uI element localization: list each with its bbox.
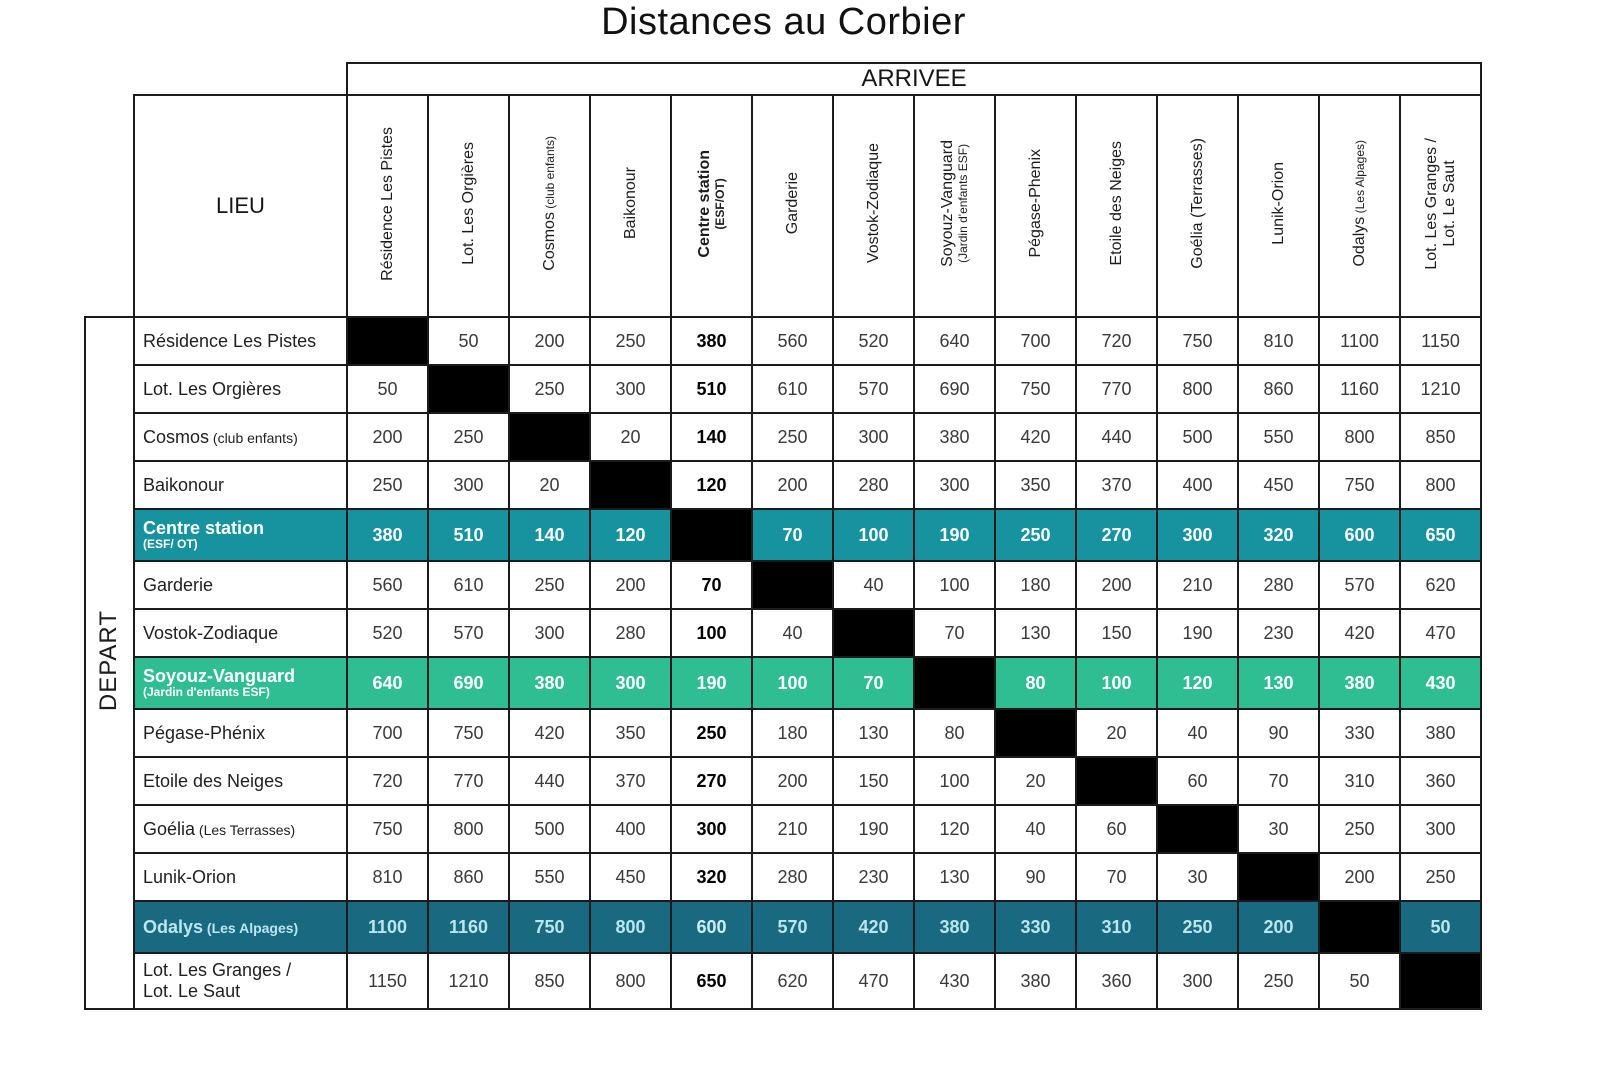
distance-cell: 30 — [1238, 805, 1319, 853]
distance-cell: 1150 — [1400, 317, 1481, 365]
distance-cell: 20 — [995, 757, 1076, 805]
distance-cell: 510 — [428, 509, 509, 561]
distance-cell: 380 — [347, 509, 428, 561]
distance-cell: 650 — [1400, 509, 1481, 561]
distance-cell: 800 — [590, 901, 671, 953]
distance-cell: 640 — [347, 657, 428, 709]
distance-cell: 250 — [671, 709, 752, 757]
distance-cell: 400 — [1157, 461, 1238, 509]
depart-label: DEPART — [85, 317, 134, 1009]
distance-cell: 380 — [1319, 657, 1400, 709]
distance-cell: 90 — [1238, 709, 1319, 757]
distance-cell: 190 — [833, 805, 914, 853]
distance-cell: 300 — [671, 805, 752, 853]
distance-cell: 690 — [914, 365, 995, 413]
row-header: Résidence Les Pistes — [134, 317, 347, 365]
lieu-header: LIEU — [134, 95, 347, 317]
distance-cell: 100 — [914, 561, 995, 609]
distance-cell: 810 — [347, 853, 428, 901]
distance-cell: 350 — [590, 709, 671, 757]
table-row — [85, 561, 1481, 609]
distance-cell: 550 — [509, 853, 590, 901]
distance-cell: 60 — [1076, 805, 1157, 853]
distance-cell: 190 — [671, 657, 752, 709]
distance-cell: 20 — [590, 413, 671, 461]
distance-cell: 310 — [1076, 901, 1157, 953]
distance-table-wrap — [84, 62, 1482, 1010]
distance-cell: 380 — [671, 317, 752, 365]
distance-cell: 420 — [1319, 609, 1400, 657]
distance-cell: 520 — [833, 317, 914, 365]
distance-cell: 270 — [671, 757, 752, 805]
distance-cell: 750 — [1157, 317, 1238, 365]
distance-cell: 420 — [509, 709, 590, 757]
distance-cell: 750 — [995, 365, 1076, 413]
row-header: Garderie — [134, 561, 347, 609]
column-header: Garderie — [752, 95, 833, 317]
distance-cell: 380 — [914, 413, 995, 461]
distance-cell: 800 — [590, 953, 671, 1009]
distance-cell: 850 — [1400, 413, 1481, 461]
distance-cell: 100 — [833, 509, 914, 561]
distance-cell: 320 — [671, 853, 752, 901]
row-header: Lunik-Orion — [134, 853, 347, 901]
distance-cell: 720 — [347, 757, 428, 805]
row-header: Lot. Les Orgières — [134, 365, 347, 413]
distance-cell: 370 — [590, 757, 671, 805]
distance-cell: 20 — [1076, 709, 1157, 757]
column-header: Lot. Les Orgières — [428, 95, 509, 317]
row-header: Soyouz-Vanguard (Jardin d'enfants ESF) — [134, 657, 347, 709]
distance-cell: 250 — [509, 561, 590, 609]
row-header: Vostok-Zodiaque — [134, 609, 347, 657]
distance-cell: 210 — [752, 805, 833, 853]
distance-cell: 300 — [914, 461, 995, 509]
distance-cell: 640 — [914, 317, 995, 365]
table-row — [85, 509, 1481, 561]
distance-cell: 280 — [1238, 561, 1319, 609]
distance-cell: 180 — [995, 561, 1076, 609]
distance-cell: 50 — [428, 317, 509, 365]
diagonal-cell — [995, 709, 1076, 757]
distance-cell: 230 — [1238, 609, 1319, 657]
distance-cell: 20 — [509, 461, 590, 509]
distance-cell: 610 — [428, 561, 509, 609]
distance-cell: 620 — [1400, 561, 1481, 609]
table-row — [85, 853, 1481, 901]
distance-cell: 180 — [752, 709, 833, 757]
distance-cell: 360 — [1076, 953, 1157, 1009]
row-header: Centre station (ESF/ OT) — [134, 509, 347, 561]
diagonal-cell — [509, 413, 590, 461]
row-header: Lot. Les Granges / Lot. Le Saut — [134, 953, 347, 1009]
distance-cell: 300 — [428, 461, 509, 509]
distance-cell: 250 — [590, 317, 671, 365]
diagonal-cell — [590, 461, 671, 509]
distance-cell: 250 — [1157, 901, 1238, 953]
distance-cell: 300 — [590, 657, 671, 709]
distance-cell: 420 — [833, 901, 914, 953]
distance-cell: 40 — [995, 805, 1076, 853]
distance-cell: 230 — [833, 853, 914, 901]
column-header: Résidence Les Pistes — [347, 95, 428, 317]
column-header: Odalys (Les Alpages) — [1319, 95, 1400, 317]
distance-cell: 200 — [509, 317, 590, 365]
distance-cell: 750 — [1319, 461, 1400, 509]
distance-cell: 70 — [752, 509, 833, 561]
distance-cell: 470 — [1400, 609, 1481, 657]
distance-cell: 300 — [1157, 509, 1238, 561]
distance-cell: 100 — [1076, 657, 1157, 709]
diagonal-cell — [1157, 805, 1238, 853]
distance-cell: 550 — [1238, 413, 1319, 461]
distance-cell: 380 — [1400, 709, 1481, 757]
diagonal-cell — [833, 609, 914, 657]
distance-cell: 500 — [1157, 413, 1238, 461]
column-header: Cosmos (club enfants) — [509, 95, 590, 317]
row-header: Pégase-Phénix — [134, 709, 347, 757]
distance-cell: 250 — [1238, 953, 1319, 1009]
distance-cell: 150 — [833, 757, 914, 805]
table-row — [85, 609, 1481, 657]
distance-cell: 800 — [1319, 413, 1400, 461]
distance-cell: 130 — [1238, 657, 1319, 709]
table-row — [85, 805, 1481, 853]
distance-cell: 250 — [1400, 853, 1481, 901]
column-header: Baikonour — [590, 95, 671, 317]
table-row — [85, 709, 1481, 757]
distance-cell: 500 — [509, 805, 590, 853]
distance-cell: 80 — [995, 657, 1076, 709]
distance-cell: 400 — [590, 805, 671, 853]
distance-cell: 1160 — [1319, 365, 1400, 413]
column-header: Pégase-Phenix — [995, 95, 1076, 317]
distance-cell: 70 — [671, 561, 752, 609]
distance-cell: 570 — [752, 901, 833, 953]
distance-cell: 610 — [752, 365, 833, 413]
table-row — [85, 657, 1481, 709]
distance-cell: 300 — [1400, 805, 1481, 853]
distance-cell: 70 — [914, 609, 995, 657]
distance-cell: 850 — [509, 953, 590, 1009]
distance-cell: 120 — [1157, 657, 1238, 709]
table-row — [85, 953, 1481, 1009]
distance-cell: 40 — [752, 609, 833, 657]
distance-cell: 380 — [995, 953, 1076, 1009]
distance-cell: 1210 — [428, 953, 509, 1009]
row-header: Odalys (Les Alpages) — [134, 901, 347, 953]
distance-cell: 860 — [1238, 365, 1319, 413]
column-header: Soyouz-Vanguard (Jardin d'enfants ESF) — [914, 95, 995, 317]
distance-cell: 200 — [1319, 853, 1400, 901]
distance-cell: 450 — [590, 853, 671, 901]
page-title: Distances au Corbier — [601, 1, 966, 43]
column-header: Goélia (Terrasses) — [1157, 95, 1238, 317]
table-row — [85, 413, 1481, 461]
distance-cell: 130 — [995, 609, 1076, 657]
arrivee-row — [85, 63, 1481, 95]
table-row — [85, 757, 1481, 805]
distance-cell: 250 — [1319, 805, 1400, 853]
distance-cell: 440 — [1076, 413, 1157, 461]
diagonal-cell — [1076, 757, 1157, 805]
distance-cell: 380 — [509, 657, 590, 709]
distance-cell: 690 — [428, 657, 509, 709]
distance-cell: 560 — [752, 317, 833, 365]
distance-cell: 70 — [833, 657, 914, 709]
table-row — [85, 901, 1481, 953]
distance-cell: 50 — [1319, 953, 1400, 1009]
distance-cell: 1210 — [1400, 365, 1481, 413]
distance-cell: 140 — [671, 413, 752, 461]
distance-cell: 570 — [1319, 561, 1400, 609]
column-header: Vostok-Zodiaque — [833, 95, 914, 317]
distance-cell: 280 — [833, 461, 914, 509]
arrivee-header: ARRIVEE — [347, 63, 1481, 95]
distance-cell: 100 — [914, 757, 995, 805]
distance-cell: 620 — [752, 953, 833, 1009]
distance-cell: 140 — [509, 509, 590, 561]
distance-cell: 50 — [1400, 901, 1481, 953]
distance-cell: 700 — [995, 317, 1076, 365]
distance-cell: 430 — [1400, 657, 1481, 709]
diagonal-cell — [347, 317, 428, 365]
diagonal-cell — [671, 509, 752, 561]
distance-cell: 570 — [833, 365, 914, 413]
distance-cell: 800 — [1400, 461, 1481, 509]
distance-cell: 40 — [833, 561, 914, 609]
distance-cell: 860 — [428, 853, 509, 901]
distance-cell: 700 — [347, 709, 428, 757]
distance-cell: 510 — [671, 365, 752, 413]
distance-cell: 190 — [914, 509, 995, 561]
distance-cell: 30 — [1157, 853, 1238, 901]
distance-cell: 100 — [752, 657, 833, 709]
row-header: Etoile des Neiges — [134, 757, 347, 805]
distance-cell: 750 — [428, 709, 509, 757]
distance-cell: 440 — [509, 757, 590, 805]
diagonal-cell — [428, 365, 509, 413]
distance-cell: 250 — [428, 413, 509, 461]
distance-cell: 720 — [1076, 317, 1157, 365]
distance-cell: 330 — [995, 901, 1076, 953]
distance-cell: 70 — [1238, 757, 1319, 805]
distance-cell: 360 — [1400, 757, 1481, 805]
distance-cell: 120 — [590, 509, 671, 561]
distance-cell: 280 — [590, 609, 671, 657]
diagonal-cell — [752, 561, 833, 609]
distance-cell: 750 — [347, 805, 428, 853]
distance-cell: 570 — [428, 609, 509, 657]
distance-cell: 190 — [1157, 609, 1238, 657]
distance-cell: 300 — [590, 365, 671, 413]
row-header: Baikonour — [134, 461, 347, 509]
column-header: Centre station (ESF/OT) — [671, 95, 752, 317]
distance-cell: 120 — [914, 805, 995, 853]
distance-cell: 770 — [428, 757, 509, 805]
distance-cell: 470 — [833, 953, 914, 1009]
distance-cell: 600 — [1319, 509, 1400, 561]
distance-cell: 120 — [671, 461, 752, 509]
distance-cell: 200 — [1076, 561, 1157, 609]
distance-cell: 320 — [1238, 509, 1319, 561]
distance-table — [84, 62, 1482, 1010]
distance-cell: 1100 — [347, 901, 428, 953]
distance-cell: 130 — [833, 709, 914, 757]
distance-cell: 750 — [509, 901, 590, 953]
distance-cell: 560 — [347, 561, 428, 609]
distance-cell: 370 — [1076, 461, 1157, 509]
distance-cell: 200 — [347, 413, 428, 461]
distance-cell: 600 — [671, 901, 752, 953]
distance-cell: 330 — [1319, 709, 1400, 757]
distance-cell: 770 — [1076, 365, 1157, 413]
table-row — [85, 317, 1481, 365]
column-header: Lot. Les Granges / Lot. Le Saut — [1400, 95, 1481, 317]
distance-cell: 250 — [347, 461, 428, 509]
row-header: Goélia (Les Terrasses) — [134, 805, 347, 853]
distance-cell: 80 — [914, 709, 995, 757]
distance-cell: 1150 — [347, 953, 428, 1009]
distance-cell: 800 — [428, 805, 509, 853]
distance-cell: 1100 — [1319, 317, 1400, 365]
distance-cell: 310 — [1319, 757, 1400, 805]
distance-cell: 280 — [752, 853, 833, 901]
spacer — [85, 95, 134, 317]
distance-cell: 50 — [347, 365, 428, 413]
distance-cell: 200 — [590, 561, 671, 609]
row-header: Cosmos (club enfants) — [134, 413, 347, 461]
table-row — [85, 365, 1481, 413]
distance-cell: 70 — [1076, 853, 1157, 901]
diagonal-cell — [1319, 901, 1400, 953]
distance-cell: 300 — [833, 413, 914, 461]
distance-cell: 250 — [995, 509, 1076, 561]
distance-cell: 450 — [1238, 461, 1319, 509]
distance-cell: 210 — [1157, 561, 1238, 609]
diagonal-cell — [1400, 953, 1481, 1009]
distance-cell: 300 — [509, 609, 590, 657]
diagonal-cell — [1238, 853, 1319, 901]
distance-cell: 350 — [995, 461, 1076, 509]
distance-cell: 200 — [1238, 901, 1319, 953]
spacer — [85, 63, 347, 95]
distance-cell: 270 — [1076, 509, 1157, 561]
distance-cell: 150 — [1076, 609, 1157, 657]
column-header: Etoile des Neiges — [1076, 95, 1157, 317]
distance-cell: 300 — [1157, 953, 1238, 1009]
distance-cell: 40 — [1157, 709, 1238, 757]
distance-cell: 200 — [752, 757, 833, 805]
distance-cell: 90 — [995, 853, 1076, 901]
distance-cell: 100 — [671, 609, 752, 657]
distance-cell: 800 — [1157, 365, 1238, 413]
distance-cell: 130 — [914, 853, 995, 901]
distance-cell: 810 — [1238, 317, 1319, 365]
distance-cell: 60 — [1157, 757, 1238, 805]
column-header-row — [85, 95, 1481, 317]
table-row — [85, 461, 1481, 509]
diagonal-cell — [914, 657, 995, 709]
distance-cell: 520 — [347, 609, 428, 657]
distance-cell: 650 — [671, 953, 752, 1009]
distance-cell: 250 — [509, 365, 590, 413]
distance-cell: 420 — [995, 413, 1076, 461]
distance-cell: 200 — [752, 461, 833, 509]
distance-cell: 1160 — [428, 901, 509, 953]
distance-cell: 430 — [914, 953, 995, 1009]
distance-cell: 250 — [752, 413, 833, 461]
column-header: Lunik-Orion — [1238, 95, 1319, 317]
distance-cell: 380 — [914, 901, 995, 953]
